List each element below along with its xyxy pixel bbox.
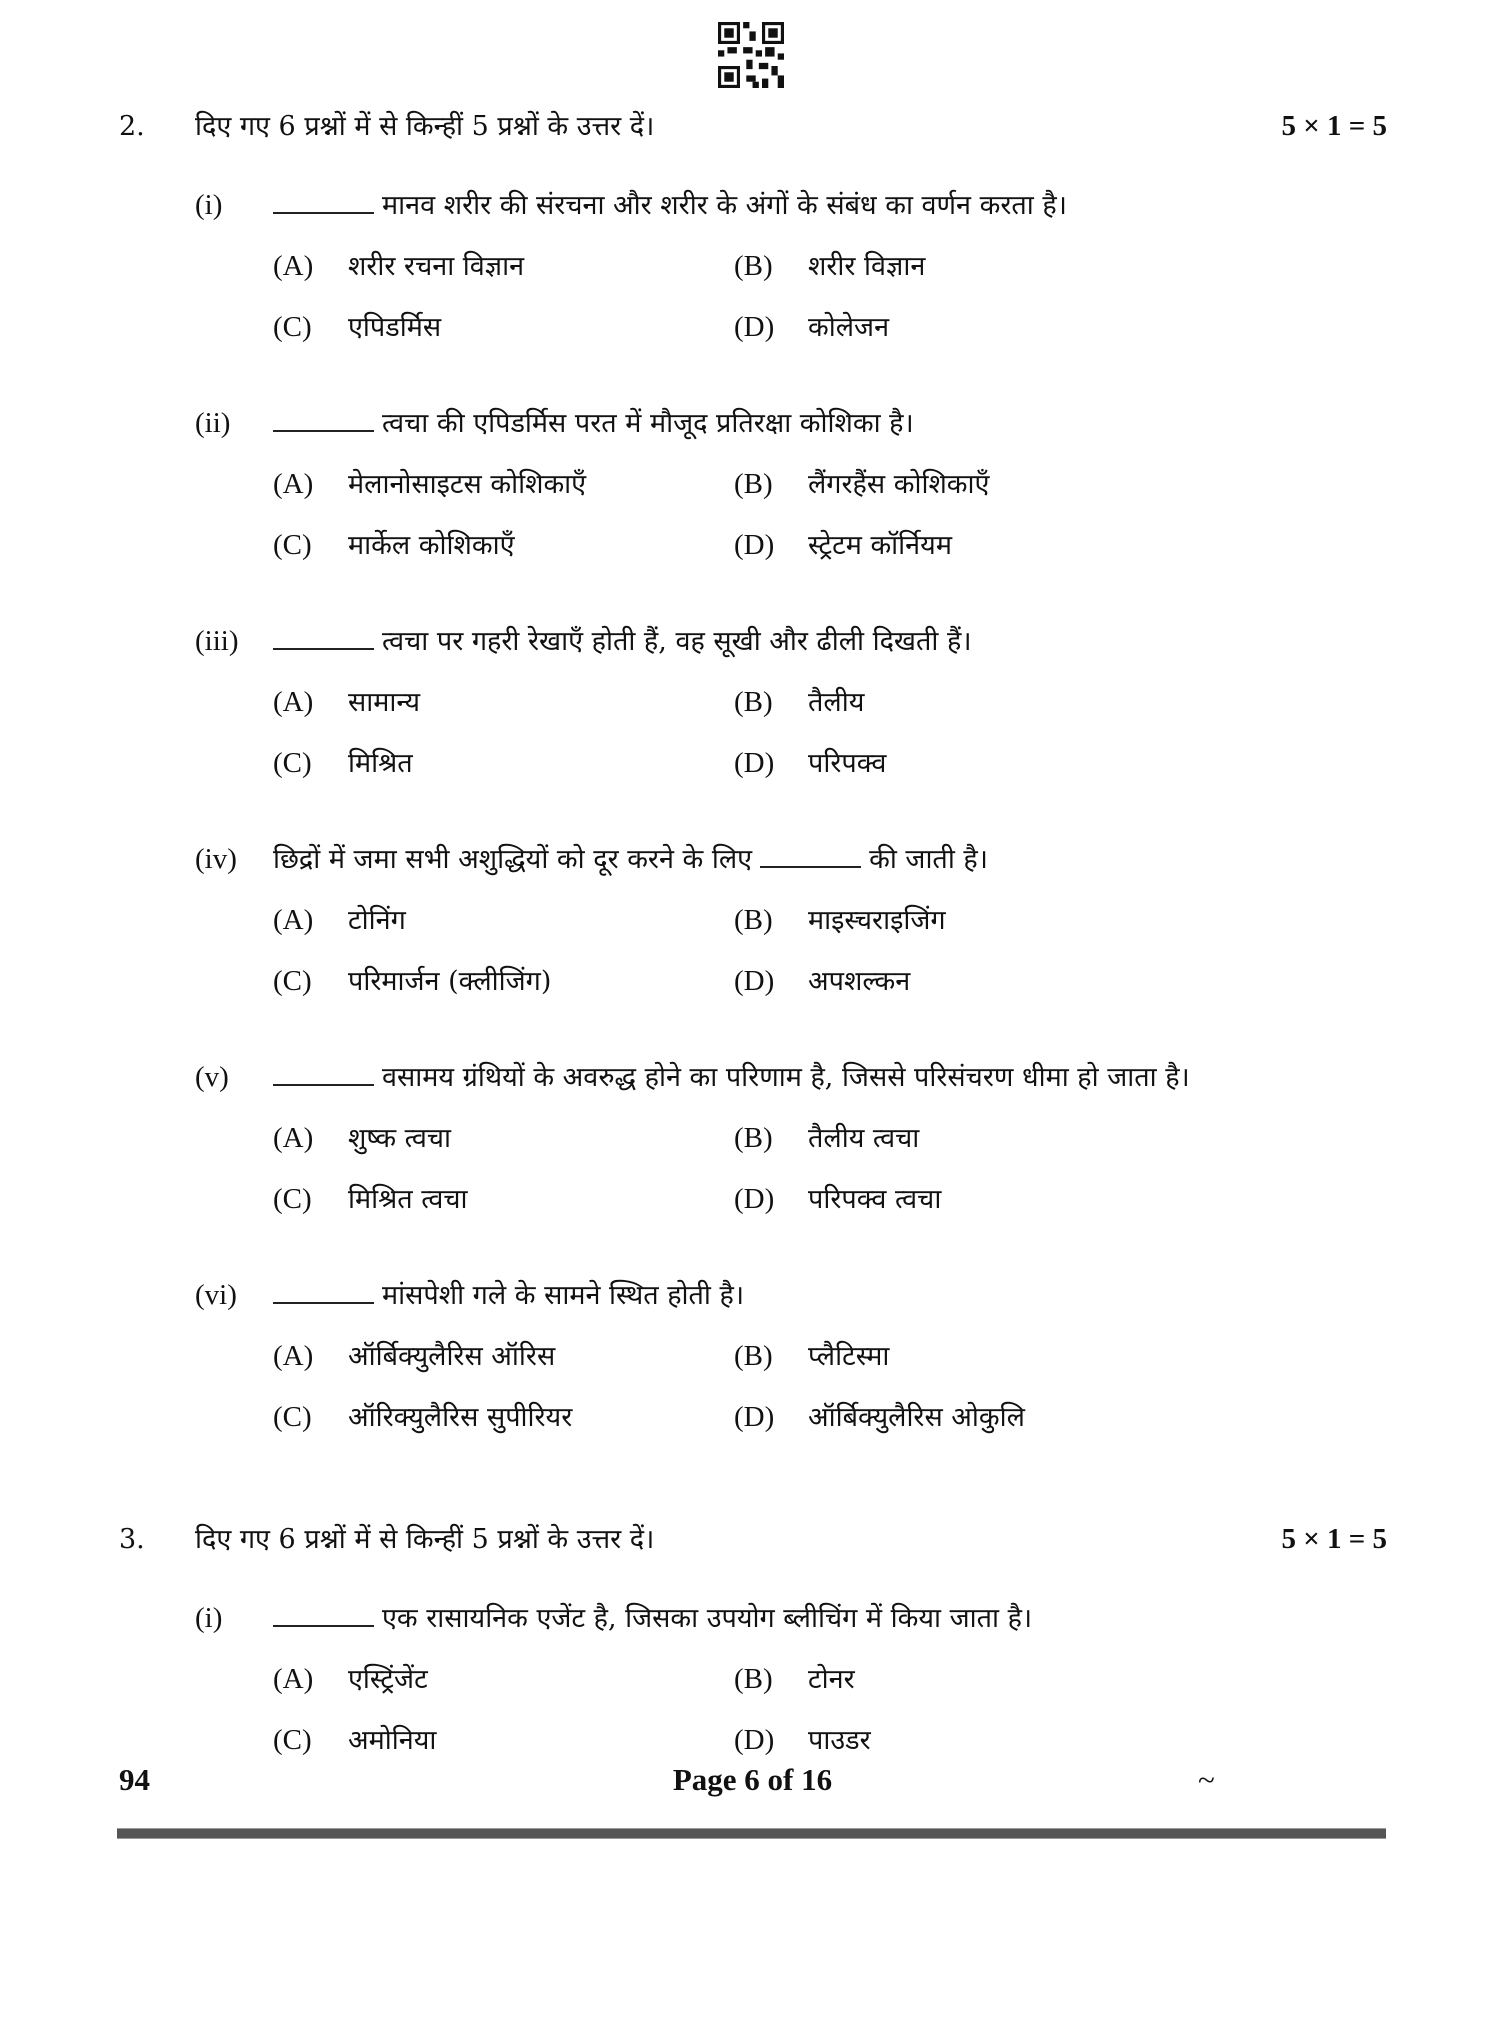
stem-text — [273, 829, 988, 890]
sub-question — [0, 1265, 1505, 1448]
stem-post: त्वचा की एपिडर्मिस परत में मौजूद प्रतिरक्षा कोशिका है। — [382, 408, 914, 439]
option-letter: (D) — [734, 1724, 775, 1756]
option-text: ऑर्बिक्युलैरिस ऑरिस — [348, 1341, 556, 1372]
qr-code-icon — [718, 22, 784, 88]
sub-question-label: (i) — [195, 189, 223, 221]
option-letter: (B) — [734, 904, 773, 936]
option-text: प्लैटिस्मा — [808, 1341, 890, 1372]
option-text: टोनर — [808, 1664, 855, 1695]
option-text: शुष्क त्वचा — [348, 1123, 451, 1154]
option-letter: (B) — [734, 1663, 773, 1695]
sub-question-label: (iii) — [195, 625, 239, 657]
option-letter: (B) — [734, 686, 773, 718]
fill-in-blank — [273, 1064, 374, 1086]
option-text: मिश्रित — [348, 748, 413, 779]
sub-question — [0, 1047, 1505, 1230]
option-letter: (D) — [734, 965, 775, 997]
fill-in-blank — [273, 1282, 374, 1304]
sub-question-stem — [0, 393, 1505, 454]
options-row — [0, 236, 1505, 297]
option-letter: (A) — [273, 1122, 314, 1154]
sub-question — [0, 393, 1505, 576]
stem-text — [273, 1047, 1190, 1108]
options-row — [0, 733, 1505, 794]
sub-question — [0, 175, 1505, 358]
sub-question-label: (i) — [195, 1602, 223, 1634]
fill-in-blank — [273, 628, 374, 650]
option-text: अमोनिया — [348, 1725, 437, 1756]
option-text: परिपक्व त्वचा — [808, 1184, 942, 1215]
stem-post: मांसपेशी गले के सामने स्थित होती है। — [382, 1280, 745, 1311]
option-text: ऑर्बिक्युलैरिस ओकुलि — [808, 1402, 1025, 1433]
option-text: स्ट्रेटम कॉर्नियम — [808, 530, 952, 561]
fill-in-blank — [273, 410, 374, 432]
page-number: Page 6 of 16 — [672, 1762, 833, 1797]
stem-post: वसामय ग्रंथियों के अवरुद्ध होने का परिणाम है, जिससे परिसंचरण धीमा हो जाता है। — [382, 1062, 1190, 1093]
fill-in-blank — [760, 846, 861, 868]
sub-question-stem — [0, 829, 1505, 890]
option-text: पाउडर — [808, 1725, 871, 1756]
stem-text — [273, 175, 1067, 236]
sub-question — [0, 1588, 1505, 1771]
question-instruction: दिए गए 6 प्रश्नों में से किन्हीं 5 प्रश्नों के उत्तर दें। — [195, 111, 655, 142]
question-header — [0, 1509, 1505, 1570]
option-letter: (C) — [273, 529, 312, 561]
option-text: अपशल्कन — [808, 966, 911, 997]
option-letter: (B) — [734, 468, 773, 500]
option-text: कोलेजन — [808, 312, 890, 343]
option-text: ऑरिक्युलैरिस सुपीरियर — [348, 1402, 573, 1433]
option-letter: (A) — [273, 1340, 314, 1372]
option-text: एस्ट्रिंजेंट — [348, 1664, 428, 1695]
options-row — [0, 1649, 1505, 1710]
option-letter: (D) — [734, 529, 775, 561]
stem-text — [273, 1265, 744, 1326]
sub-question-stem — [0, 1047, 1505, 1108]
sub-question-label: (ii) — [195, 407, 231, 439]
option-text: शरीर रचना विज्ञान — [348, 251, 525, 282]
option-letter: (D) — [734, 1401, 775, 1433]
option-letter: (D) — [734, 311, 775, 343]
options-row — [0, 672, 1505, 733]
option-letter: (C) — [273, 1724, 312, 1756]
option-letter: (A) — [273, 1663, 314, 1695]
option-letter: (B) — [734, 1122, 773, 1154]
option-letter: (A) — [273, 686, 314, 718]
stem-pre: छिद्रों में जमा सभी अशुद्धियों को दूर करने के लिए — [273, 844, 753, 875]
option-letter: (C) — [273, 1401, 312, 1433]
question-number: 3. — [119, 1524, 145, 1555]
stem-text — [273, 393, 914, 454]
question-number: 2. — [119, 111, 145, 142]
options-row — [0, 951, 1505, 1012]
option-letter: (C) — [273, 747, 312, 779]
sub-question-stem — [0, 1265, 1505, 1326]
option-text: लैंगरहैंस कोशिकाएँ — [808, 469, 990, 500]
option-text: माइस्चराइजिंग — [808, 905, 946, 936]
option-text: एपिडर्मिस — [348, 312, 442, 343]
option-text: शरीर विज्ञान — [808, 251, 926, 282]
option-text: तैलीय — [808, 687, 865, 718]
options-row — [0, 1387, 1505, 1448]
question-marks: 5 × 1 = 5 — [1281, 110, 1387, 142]
option-text: मिश्रित त्वचा — [348, 1184, 468, 1215]
fill-in-blank — [273, 1605, 374, 1627]
option-letter: (B) — [734, 250, 773, 282]
sub-question — [0, 829, 1505, 1012]
option-text: परिमार्जन (क्लीजिंग) — [348, 966, 552, 997]
footer-rule — [117, 1828, 1386, 1839]
sub-question-stem — [0, 611, 1505, 672]
option-text: परिपक्व — [808, 748, 887, 779]
option-text: टोनिंग — [348, 905, 406, 936]
option-letter: (B) — [734, 1340, 773, 1372]
option-letter: (C) — [273, 311, 312, 343]
sub-question-stem — [0, 175, 1505, 236]
options-row — [0, 1108, 1505, 1169]
options-row — [0, 890, 1505, 951]
option-text: मार्केल कोशिकाएँ — [348, 530, 515, 561]
sub-question-stem — [0, 1588, 1505, 1649]
option-letter: (C) — [273, 965, 312, 997]
footer-code: 94 — [119, 1762, 150, 1797]
stem-text — [273, 1588, 1032, 1649]
options-row — [0, 1169, 1505, 1230]
option-letter: (A) — [273, 468, 314, 500]
question-content — [0, 96, 1505, 1806]
option-letter: (D) — [734, 747, 775, 779]
stem-post: मानव शरीर की संरचना और शरीर के अंगों के संबंध का वर्णन करता है। — [382, 190, 1067, 221]
options-row — [0, 1326, 1505, 1387]
question-instruction: दिए गए 6 प्रश्नों में से किन्हीं 5 प्रश्नों के उत्तर दें। — [195, 1524, 655, 1555]
option-text: मेलानोसाइटस कोशिकाएँ — [348, 469, 587, 500]
options-row — [0, 515, 1505, 576]
option-text: सामान्य — [348, 687, 421, 718]
sub-question-label: (vi) — [195, 1279, 237, 1311]
stem-text — [273, 611, 972, 672]
stem-post: एक रासायनिक एजेंट है, जिसका उपयोग ब्लीचिंग में किया जाता है। — [382, 1603, 1033, 1634]
option-letter: (A) — [273, 250, 314, 282]
stem-post: की जाती है। — [869, 844, 988, 875]
stem-post: त्वचा पर गहरी रेखाएँ होती हैं, वह सूखी और ढीली दिखती हैं। — [382, 626, 972, 657]
sub-question-label: (iv) — [195, 843, 237, 875]
option-letter: (C) — [273, 1183, 312, 1215]
sub-question — [0, 611, 1505, 794]
option-letter: (A) — [273, 904, 314, 936]
option-text: तैलीय त्वचा — [808, 1123, 920, 1154]
options-row — [0, 297, 1505, 358]
options-row — [0, 454, 1505, 515]
question-header — [0, 96, 1505, 157]
fill-in-blank — [273, 192, 374, 214]
question-marks: 5 × 1 = 5 — [1281, 1523, 1387, 1555]
sub-question-label: (v) — [195, 1061, 229, 1093]
option-letter: (D) — [734, 1183, 775, 1215]
footer-mark: ~ — [1198, 1762, 1215, 1797]
